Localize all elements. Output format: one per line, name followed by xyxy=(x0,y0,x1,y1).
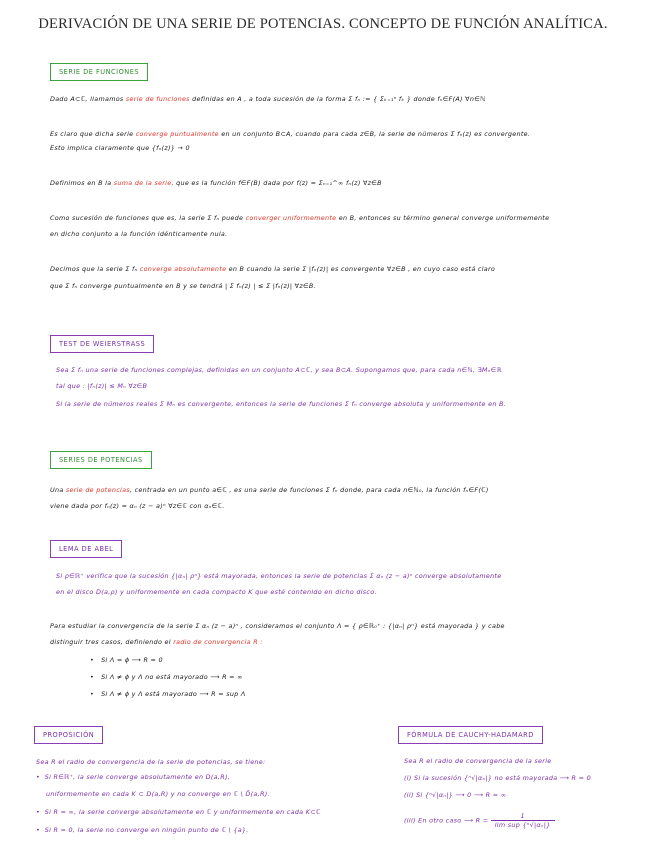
proposicion-intro: Sea R el radio de convergencia de la serie de potencias, se tiene: xyxy=(36,758,266,766)
section-label-abel: LEMA DE ABEL xyxy=(50,540,122,558)
section-label-serie-funciones: SERIE DE FUNCIONES xyxy=(50,63,148,81)
abel-bullet-1: • Si Λ = ϕ ⟶ R = 0 xyxy=(90,656,163,664)
proposicion-bullet-2: • Si R = ∞, la serie converge absolutamente en ℂ y uniformemente en cada K⊂ℂ xyxy=(36,808,321,816)
abel-bullet-2: • Si Λ ≠ ϕ y Λ no está mayorado ⟶ R = ∞ xyxy=(90,673,243,681)
abel-line-2: en el disco D(a,ρ) y uniformemente en cada compacto K que esté contenido en dicho disco. xyxy=(56,588,377,596)
paragraph-absolute: Decimos que la serie Σ fₙ converge absolutamente en B cuando la serie Σ |fₙ(z)| es convergente ∀z∈B , en cuyo caso está claro xyxy=(50,265,496,273)
paragraph-pointwise-2: Esto implica claramente que {fₙ(z)} → 0 xyxy=(50,144,190,152)
proposicion-bullet-3: • Si R = 0, la serie no converge en ningún punto de ℂ \ {a}. xyxy=(36,826,249,834)
cauchy-intro: Sea R el radio de convergencia de la serie xyxy=(404,757,552,765)
fraction-numerator: 1 xyxy=(491,812,555,821)
paragraph-definition: Dado A⊂ℂ, llamamos serie de funciones definidas en A , a toda sucesión de la forma Σ fₙ := { Σₖ₌₁ⁿ fₖ } donde fₙ∈F(A) ∀n∈ℕ xyxy=(50,95,486,103)
abel-line-4: distinguir tres casos, definiendo el radio de convergencia R : xyxy=(50,638,263,646)
paragraph-uniform: Como sucesión de funciones que es, la serie Σ fₙ puede converger uniformemente en B, entonces su término general converge uniformemente xyxy=(50,214,550,222)
potencias-line-2: viene dada por fₙ(z) = αₙ (z − a)ⁿ ∀z∈ℂ con αₙ∈ℂ. xyxy=(50,502,225,510)
abel-line-3: Para estudiar la convergencia de la serie Σ αₙ (z − a)ⁿ , consideramos el conjunto Λ = { ρ∈ℝ₀⁺ : {|αₙ| ρⁿ} está mayorada } y cabe xyxy=(50,622,505,630)
proposicion-bullet-1b: uniformemente en cada K ⊂ D(a,R) y no converge en ℂ \ D̄(a,R). xyxy=(46,790,270,798)
section-label-series-potencias: SERIES DE POTENCIAS xyxy=(50,451,152,469)
page-title: DERIVACIÓN DE UNA SERIE DE POTENCIAS. CONCEPTO DE FUNCIÓN ANALÍTICA. xyxy=(38,16,608,32)
section-label-cauchy-hadamard: FÓRMULA DE CAUCHY-HADAMARD xyxy=(398,726,543,744)
cauchy-case-3: (iii) En otro caso ⟶ R = 1 lim sup {ⁿ√|αₙ|} xyxy=(404,812,555,829)
proposicion-bullet-1: • Si R∈ℝ⁺, la serie converge absolutamente en D(a,R), xyxy=(36,773,231,781)
fraction-denominator: lim sup {ⁿ√|αₙ|} xyxy=(494,821,551,829)
abel-line-1: Si ρ∈ℝ⁺ verifica que la sucesión {|αₙ| ρⁿ} está mayorada, entonces la serie de potencias Σ αₙ (z − a)ⁿ converge absolutamente xyxy=(56,572,502,580)
section-label-weierstrass: TEST DE WEIERSTRASS xyxy=(50,335,154,353)
paragraph-pointwise: Es claro que dicha serie converge puntualmente en un conjunto B⊂A, cuando para cada z∈B, la serie de números Σ fₙ(z) es convergente. xyxy=(50,130,531,138)
paragraph-sum: Definimos en B la suma de la serie, que es la función f∈F(B) dada por f(z) = Σₙ₌₁^∞ fₙ(z) ∀z∈B xyxy=(50,179,382,187)
paragraph-uniform-2: en dicho conjunto a la función idénticamente nula. xyxy=(50,230,228,238)
cauchy-case-1: (i) Si la sucesión {ⁿ√|αₙ|} no está mayorada ⟶ R = 0 xyxy=(404,774,591,782)
weierstrass-line-3: Si la serie de números reales Σ Mₙ es convergente, entonces la serie de funciones Σ fₙ converge absoluta y uniformemente en B. xyxy=(56,400,507,408)
cauchy-case-2: (ii) Si {ⁿ√|αₙ|} ⟶ 0 ⟶ R = ∞ xyxy=(404,791,507,799)
weierstrass-line-2: tal que : |fₙ(z)| ≤ Mₙ ∀z∈B xyxy=(56,382,148,390)
weierstrass-line-1: Sea Σ fₙ una serie de funciones complejas, definidas en un conjunto A⊂ℂ, y sea B⊂A. Supongamos que, para cada n∈ℕ, ∃Mₙ∈ℝ xyxy=(56,366,502,374)
potencias-line-1: Una serie de potencias, centrada en un punto a∈ℂ , es una serie de funciones Σ fₙ donde, para cada n∈ℕ₀, la función fₙ∈F(ℂ) xyxy=(50,486,489,494)
abel-bullet-3: • Si Λ ≠ ϕ y Λ está mayorado ⟶ R = sup Λ xyxy=(90,690,246,698)
paragraph-absolute-2: que Σ fₙ converge puntualmente en B y se tendrá | Σ fₙ(z) | ≤ Σ |fₙ(z)| ∀z∈B. xyxy=(50,282,316,290)
section-label-proposicion: PROPOSICIÓN xyxy=(34,726,103,744)
